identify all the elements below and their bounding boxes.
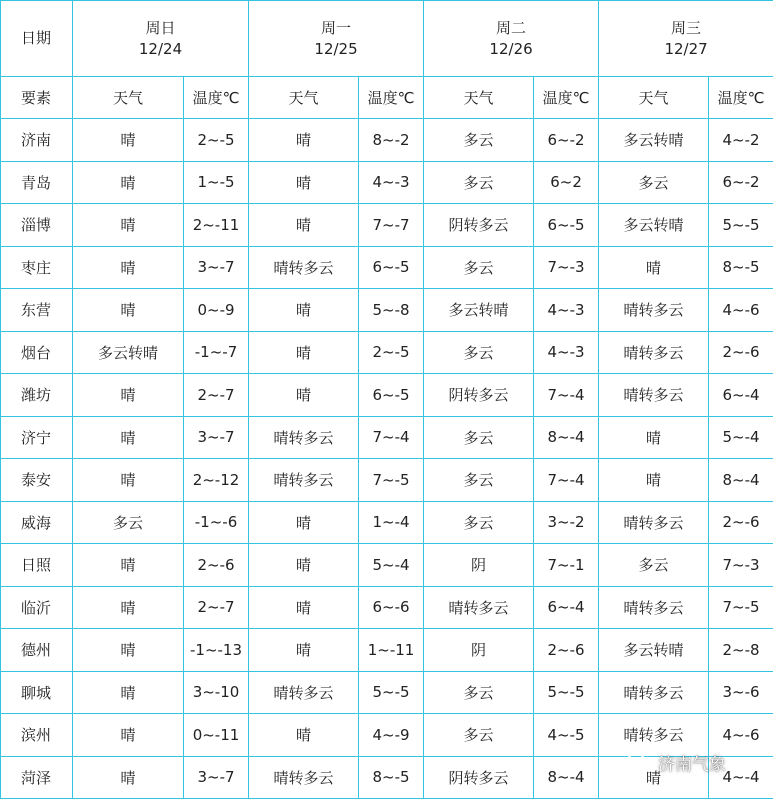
temperature-cell: 8~-4 [709,459,773,502]
temperature-cell: 5~-5 [709,204,773,247]
temperature-cell: -1~-13 [184,629,249,672]
weather-cell: 晴 [599,459,709,502]
weather-cell: 晴转多云 [249,459,359,502]
weather-cell: 多云转晴 [599,119,709,162]
temperature-cell: 3~-7 [184,416,249,459]
temperature-cell: 4~-4 [709,756,773,799]
temperature-cell: 7~-4 [534,374,599,417]
temperature-column-header: 温度℃ [709,77,773,119]
temperature-cell: 7~-1 [534,544,599,587]
city-name: 临沂 [1,586,73,629]
weather-cell: 多云 [599,544,709,587]
city-name: 枣庄 [1,246,73,289]
temperature-cell: 4~-2 [709,119,773,162]
weather-column-header: 天气 [599,77,709,119]
weather-cell: 多云 [424,714,534,757]
table-row [1,671,773,714]
weather-cell: 晴 [249,629,359,672]
temperature-cell: 5~-8 [359,289,424,332]
weather-cell: 晴转多云 [599,331,709,374]
weather-cell: 晴 [73,714,184,757]
temperature-cell: 5~-5 [359,671,424,714]
temperature-cell: 4~-3 [359,161,424,204]
temperature-cell: 8~-4 [534,756,599,799]
temperature-cell: 6~-5 [534,204,599,247]
temperature-cell: 3~-6 [709,671,773,714]
table-row [1,204,773,247]
weather-cell: 晴 [249,374,359,417]
temperature-cell: 3~-7 [184,246,249,289]
temperature-column-header: 温度℃ [534,77,599,119]
weather-cell: 多云转晴 [599,629,709,672]
weather-cell: 晴转多云 [599,586,709,629]
weather-cell: 晴 [599,756,709,799]
city-name: 潍坊 [1,374,73,417]
weather-cell: 多云 [424,246,534,289]
temperature-cell: 6~-2 [709,161,773,204]
weather-cell: 晴 [73,459,184,502]
city-name: 东营 [1,289,73,332]
table-row [1,459,773,502]
watermark-text: 济南气象 [658,750,726,775]
table-row [1,416,773,459]
weather-cell: 晴 [73,204,184,247]
weather-cell: 阴转多云 [424,204,534,247]
table-row [1,714,773,757]
temperature-cell: 6~-4 [534,586,599,629]
weather-cell: 晴转多云 [249,671,359,714]
temperature-cell: 2~-6 [709,501,773,544]
weather-cell: 晴 [73,374,184,417]
weather-cell: 晴 [249,161,359,204]
temperature-cell: 7~-5 [709,586,773,629]
weather-cell: 晴转多云 [599,671,709,714]
temperature-cell: 0~-11 [184,714,249,757]
city-name: 济宁 [1,416,73,459]
city-name: 菏泽 [1,756,73,799]
weather-cell: 晴 [249,204,359,247]
weather-cell: 阴转多云 [424,756,534,799]
city-name: 滨州 [1,714,73,757]
day-date: 12/24 [73,39,248,60]
weather-cell: 多云 [424,501,534,544]
temperature-cell: 7~-4 [534,459,599,502]
table-row [1,161,773,204]
temperature-column-header: 温度℃ [184,77,249,119]
day-name: 周三 [599,18,773,39]
temperature-cell: 4~-9 [359,714,424,757]
weather-cell: 晴转多云 [599,374,709,417]
temperature-cell: 7~-3 [534,246,599,289]
temperature-cell: 8~-5 [709,246,773,289]
weather-cell: 晴 [249,331,359,374]
temperature-cell: 6~-2 [534,119,599,162]
day-name: 周一 [249,18,423,39]
day-date: 12/25 [249,39,423,60]
city-name: 聊城 [1,671,73,714]
weather-cell: 晴 [249,586,359,629]
weather-cell: 晴转多云 [249,416,359,459]
temperature-cell: 4~-5 [534,714,599,757]
city-name: 泰安 [1,459,73,502]
weather-cell: 阴 [424,629,534,672]
table-row [1,119,773,162]
day-date: 12/26 [424,39,598,60]
temperature-cell: 7~-4 [359,416,424,459]
temperature-cell: 1~-11 [359,629,424,672]
temperature-cell: 2~-5 [359,331,424,374]
day-name: 周日 [73,18,248,39]
day-header-row [1,1,773,77]
weather-cell: 多云 [424,119,534,162]
weather-cell: 多云转晴 [424,289,534,332]
day-header-wednesday [599,1,773,77]
temperature-cell: 2~-7 [184,374,249,417]
weather-cell: 晴转多云 [599,289,709,332]
temperature-cell: -1~-7 [184,331,249,374]
temperature-cell: 2~-6 [184,544,249,587]
day-name: 周二 [424,18,598,39]
weather-cell: 多云 [73,501,184,544]
temperature-cell: 4~-3 [534,331,599,374]
table-row [1,629,773,672]
temperature-cell: -1~-6 [184,501,249,544]
temperature-cell: 2~-6 [534,629,599,672]
temperature-cell: 2~-5 [184,119,249,162]
weather-column-header: 天气 [249,77,359,119]
weather-cell: 阴转多云 [424,374,534,417]
temperature-cell: 2~-12 [184,459,249,502]
weather-cell: 晴 [599,246,709,289]
temperature-cell: 2~-11 [184,204,249,247]
table-row [1,374,773,417]
temperature-cell: 3~-2 [534,501,599,544]
weather-cell: 晴 [73,416,184,459]
temperature-cell: 8~-2 [359,119,424,162]
temperature-cell: 6~-4 [709,374,773,417]
weather-cell: 多云 [424,459,534,502]
temperature-cell: 0~-9 [184,289,249,332]
date-label: 日期 [1,1,73,77]
temperature-cell: 1~-5 [184,161,249,204]
city-name: 青岛 [1,161,73,204]
weather-cell: 晴 [249,714,359,757]
weather-cell: 晴 [73,671,184,714]
weather-cell: 晴 [73,119,184,162]
temperature-column-header: 温度℃ [359,77,424,119]
day-date: 12/27 [599,39,773,60]
city-name: 烟台 [1,331,73,374]
weather-cell: 多云转晴 [73,331,184,374]
weather-cell: 晴转多云 [424,586,534,629]
temperature-cell: 4~-6 [709,289,773,332]
weather-cell: 多云 [424,161,534,204]
temperature-cell: 6~-6 [359,586,424,629]
weather-cell: 晴 [249,119,359,162]
weather-cell: 晴 [73,289,184,332]
temperature-cell: 6~-5 [359,374,424,417]
day-header-monday [249,1,424,77]
weather-column-header: 天气 [424,77,534,119]
weather-cell: 晴 [73,586,184,629]
weather-cell: 多云转晴 [599,204,709,247]
temperature-cell: 8~-5 [359,756,424,799]
table-row [1,331,773,374]
temperature-cell: 3~-10 [184,671,249,714]
temperature-cell: 2~-8 [709,629,773,672]
weather-cell: 多云 [599,161,709,204]
weather-cell: 晴 [73,544,184,587]
weather-cell: 晴转多云 [249,246,359,289]
weather-cell: 晴 [73,629,184,672]
city-name: 德州 [1,629,73,672]
weather-cell: 晴 [73,161,184,204]
weather-cell: 晴 [73,246,184,289]
element-header-row [1,77,773,119]
temperature-cell: 5~-4 [359,544,424,587]
city-name: 日照 [1,544,73,587]
table-row [1,544,773,587]
weather-cell: 晴 [249,289,359,332]
city-name: 济南 [1,119,73,162]
table-row [1,501,773,544]
table-row [1,756,773,799]
element-label: 要素 [1,77,73,119]
day-header-tuesday [424,1,599,77]
table-row [1,289,773,332]
city-name: 威海 [1,501,73,544]
temperature-cell: 4~-3 [534,289,599,332]
table-row [1,586,773,629]
temperature-cell: 1~-4 [359,501,424,544]
weather-cell: 多云 [424,671,534,714]
weather-cell: 阴 [424,544,534,587]
temperature-cell: 7~-7 [359,204,424,247]
day-header-sunday [73,1,249,77]
temperature-cell: 4~-6 [709,714,773,757]
temperature-cell: 8~-4 [534,416,599,459]
weather-cell: 晴 [249,544,359,587]
weather-cell: 多云 [424,331,534,374]
weather-cell: 晴转多云 [599,714,709,757]
temperature-cell: 2~-6 [709,331,773,374]
temperature-cell: 2~-7 [184,586,249,629]
city-name: 淄博 [1,204,73,247]
weather-cell: 晴转多云 [249,756,359,799]
weather-cell: 晴转多云 [599,501,709,544]
temperature-cell: 3~-7 [184,756,249,799]
temperature-cell: 7~-5 [359,459,424,502]
weather-cell: 多云 [424,416,534,459]
temperature-cell: 5~-5 [534,671,599,714]
temperature-cell: 7~-3 [709,544,773,587]
temperature-cell: 6~2 [534,161,599,204]
temperature-cell: 6~-5 [359,246,424,289]
table-row [1,246,773,289]
temperature-cell: 5~-4 [709,416,773,459]
weather-cell: 晴 [249,501,359,544]
weather-column-header: 天气 [73,77,184,119]
weather-cell: 晴 [73,756,184,799]
weather-cell: 晴 [599,416,709,459]
